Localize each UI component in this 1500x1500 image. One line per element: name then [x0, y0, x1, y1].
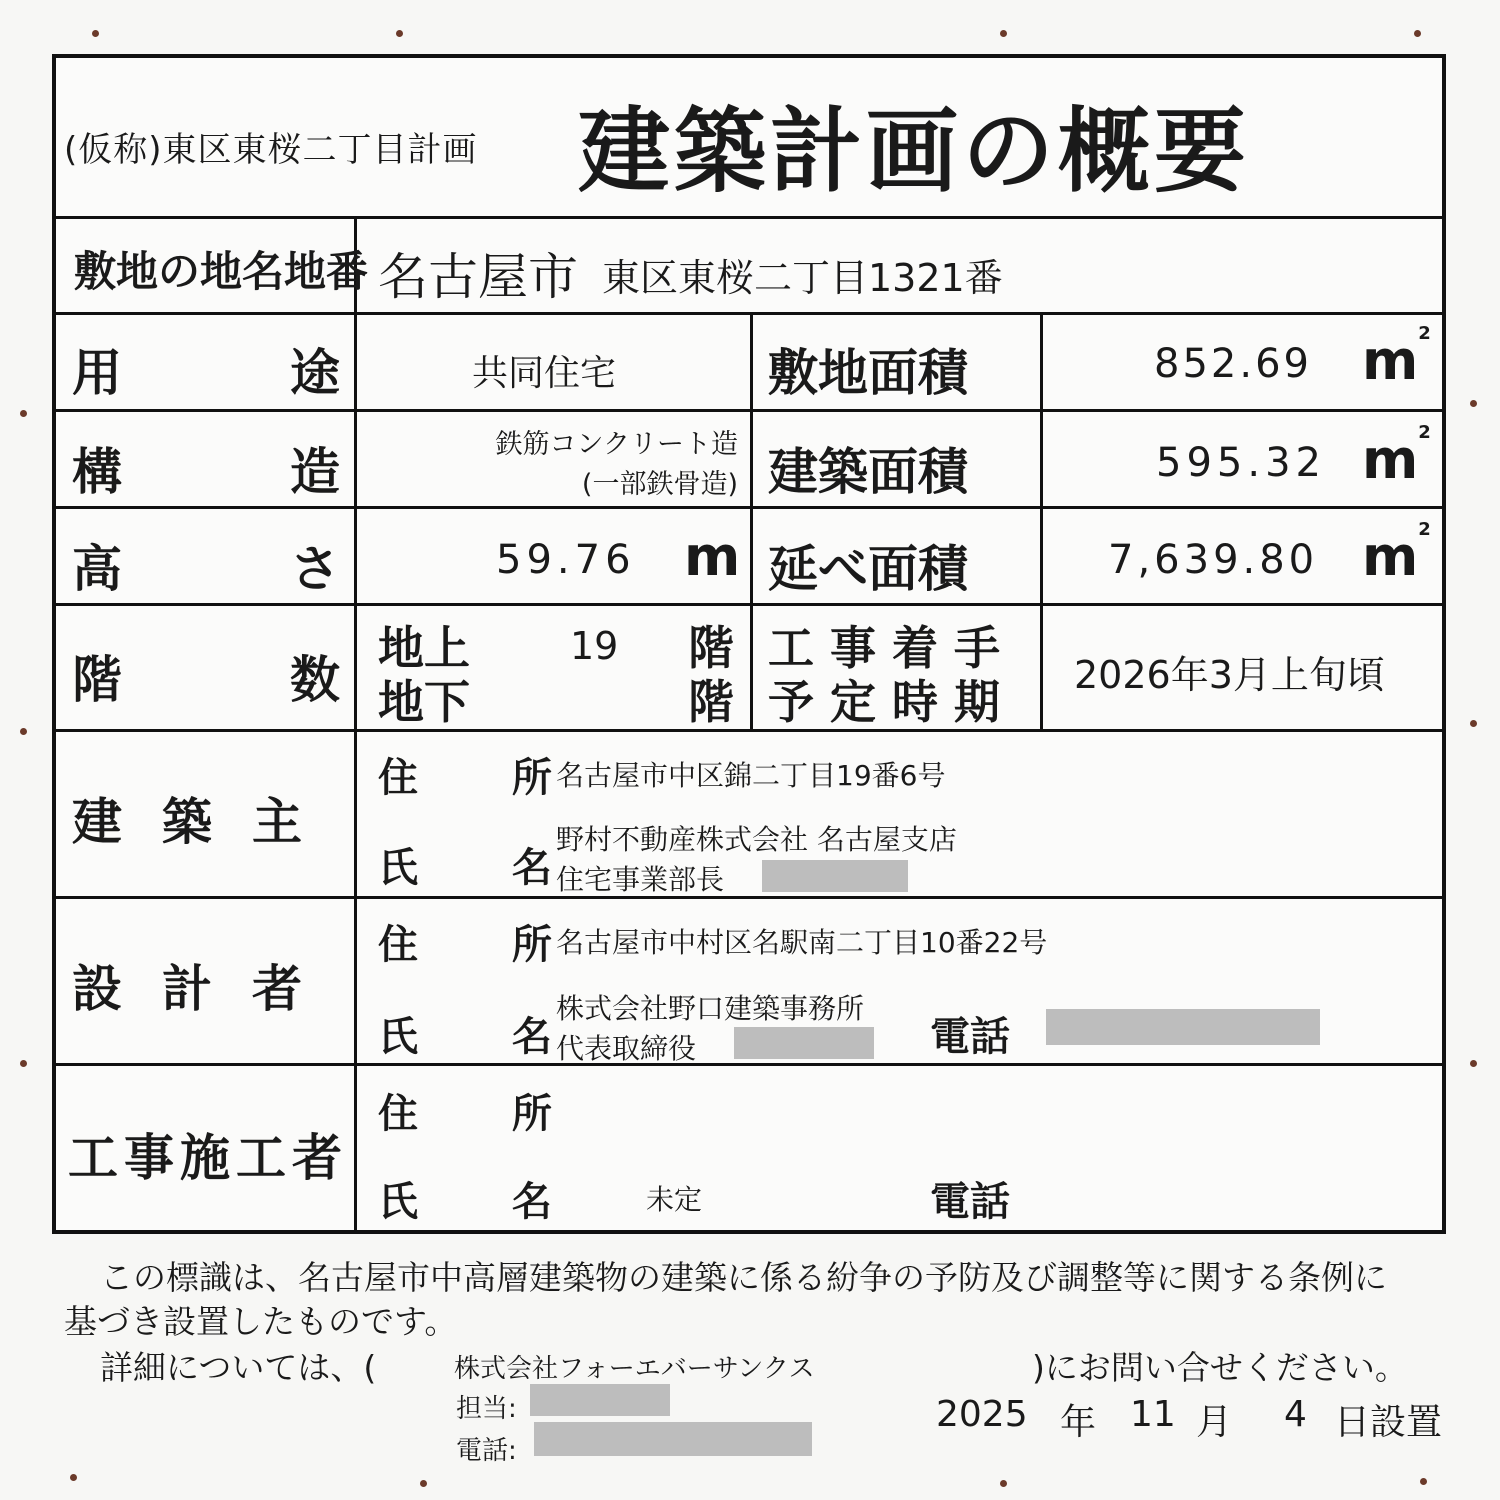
nail-dot	[1000, 30, 1007, 37]
date-day-unit: 日設置	[1334, 1402, 1443, 1443]
site-address-label: 敷地の地名地番	[74, 247, 369, 296]
designer-name-label: 氏 名	[378, 1014, 592, 1060]
contact-phone-label: 電話:	[456, 1436, 517, 1466]
summary-table	[52, 54, 1446, 1234]
inquiry-suffix: )にお問い合せください。	[1032, 1348, 1408, 1387]
structure-row	[56, 409, 1442, 506]
contractor-name-value: 未定	[646, 1183, 703, 1216]
floor-area-unit: $m^2$	[1362, 519, 1431, 588]
nail-dot	[20, 728, 27, 735]
nail-dot	[1000, 1480, 1007, 1487]
site-address-row	[56, 216, 1442, 312]
nail-dot	[20, 410, 27, 417]
nail-dot	[420, 1480, 427, 1487]
floor-area-label: 延べ面積	[768, 540, 968, 598]
building-area-unit: $m^2$	[1362, 422, 1431, 491]
height-row	[56, 506, 1442, 603]
contractor-name-label: 氏 名	[378, 1179, 592, 1225]
inquiry-prefix: 詳細については、(	[100, 1348, 377, 1387]
contact-person-label: 担当:	[456, 1394, 517, 1424]
designer-name-line1: 株式会社野口建築事務所	[556, 992, 865, 1025]
date-year-unit: 年	[1060, 1402, 1097, 1443]
usage-label: 用 途	[72, 344, 340, 402]
nail-dot	[1470, 720, 1477, 727]
nail-dot	[1470, 1060, 1477, 1067]
floors-above-label: 地上	[378, 621, 470, 675]
nail-dot	[92, 30, 99, 37]
date-day: 4	[1284, 1394, 1307, 1435]
floors-above-value: 19	[570, 624, 619, 668]
designer-address: 名古屋市中村区名駅南二丁目10番22号	[556, 926, 1048, 959]
floors-row	[56, 603, 1442, 729]
site-city: 名古屋市	[378, 248, 578, 306]
floors-below-label: 地下	[378, 675, 470, 729]
owner-name-line1: 野村不動産株式会社 名古屋支店	[556, 823, 957, 856]
owner-row	[56, 729, 1442, 896]
structure-label: 構 造	[72, 443, 340, 501]
structure-line1: 鉄筋コンクリート造	[495, 429, 738, 460]
date-year: 2025	[936, 1394, 1028, 1435]
redaction-block	[1046, 1009, 1320, 1045]
nail-dot	[1414, 30, 1421, 37]
site-area-unit: $m^2$	[1362, 323, 1431, 392]
designer-phone-label: 電話	[930, 1014, 1010, 1060]
building-area-label: 建築面積	[768, 443, 968, 501]
designer-label: 設計者	[72, 960, 342, 1018]
notice-line-2: 基づき設置したものです。	[64, 1302, 458, 1341]
height-unit: m	[684, 525, 741, 588]
designer-address-label: 住 所	[378, 922, 592, 968]
title-row	[56, 58, 1442, 216]
redaction-block	[762, 860, 908, 892]
owner-label: 建築主	[72, 793, 342, 851]
building-area-value: 595.32	[1156, 440, 1326, 486]
designer-name-line2: 代表取締役	[556, 1032, 697, 1065]
contractor-row	[56, 1063, 1442, 1234]
construction-start-label-1: 工事着手	[768, 621, 1016, 675]
owner-address-label: 住 所	[378, 755, 592, 801]
site-area-label: 敷地面積	[768, 344, 968, 402]
site-address-value: 東区東桜二丁目1321番	[602, 256, 1003, 300]
height-label: 高 さ	[72, 540, 340, 598]
redaction-block	[534, 1422, 812, 1456]
owner-name-label: 氏 名	[378, 845, 592, 891]
contractor-label: 工事施工者	[68, 1129, 348, 1187]
notice-line-1: この標識は、名古屋市中高層建築物の建築に係る紛争の予防及び調整等に関する条例に	[100, 1258, 1387, 1297]
contractor-address-label: 住 所	[378, 1091, 592, 1137]
nail-dot	[20, 1060, 27, 1067]
redaction-block	[530, 1384, 670, 1416]
contractor-phone-label: 電話	[930, 1179, 1010, 1225]
height-value: 59.76	[496, 537, 636, 583]
floors-above-unit: 階	[688, 621, 734, 675]
structure-line2: (一部鉄骨造)	[581, 469, 738, 500]
redaction-block	[734, 1027, 874, 1059]
page-title: 建築計画の概要	[578, 98, 1251, 205]
usage-row	[56, 312, 1442, 409]
floors-label: 階 数	[72, 651, 340, 709]
construction-start-value: 2026年3月上旬頃	[1074, 653, 1385, 697]
floor-area-value: 7,639.80	[1108, 537, 1319, 583]
site-area-value: 852.69	[1154, 341, 1312, 387]
date-month: 11	[1130, 1394, 1176, 1435]
nail-dot	[70, 1474, 77, 1481]
inquiry-company: 株式会社フォーエバーサンクス	[454, 1354, 815, 1384]
owner-address: 名古屋市中区錦二丁目19番6号	[556, 759, 946, 792]
usage-value: 共同住宅	[472, 353, 617, 394]
nail-dot	[1420, 1478, 1427, 1485]
nail-dot	[1470, 400, 1477, 407]
construction-start-label-2: 予定時期	[768, 675, 1016, 729]
nail-dot	[396, 30, 403, 37]
project-subtitle: (仮称)東区東桜二丁目計画	[64, 130, 478, 170]
date-month-unit: 月	[1196, 1402, 1233, 1443]
floors-below-unit: 階	[688, 675, 734, 729]
designer-row	[56, 896, 1442, 1063]
owner-name-line2: 住宅事業部長	[556, 863, 725, 896]
